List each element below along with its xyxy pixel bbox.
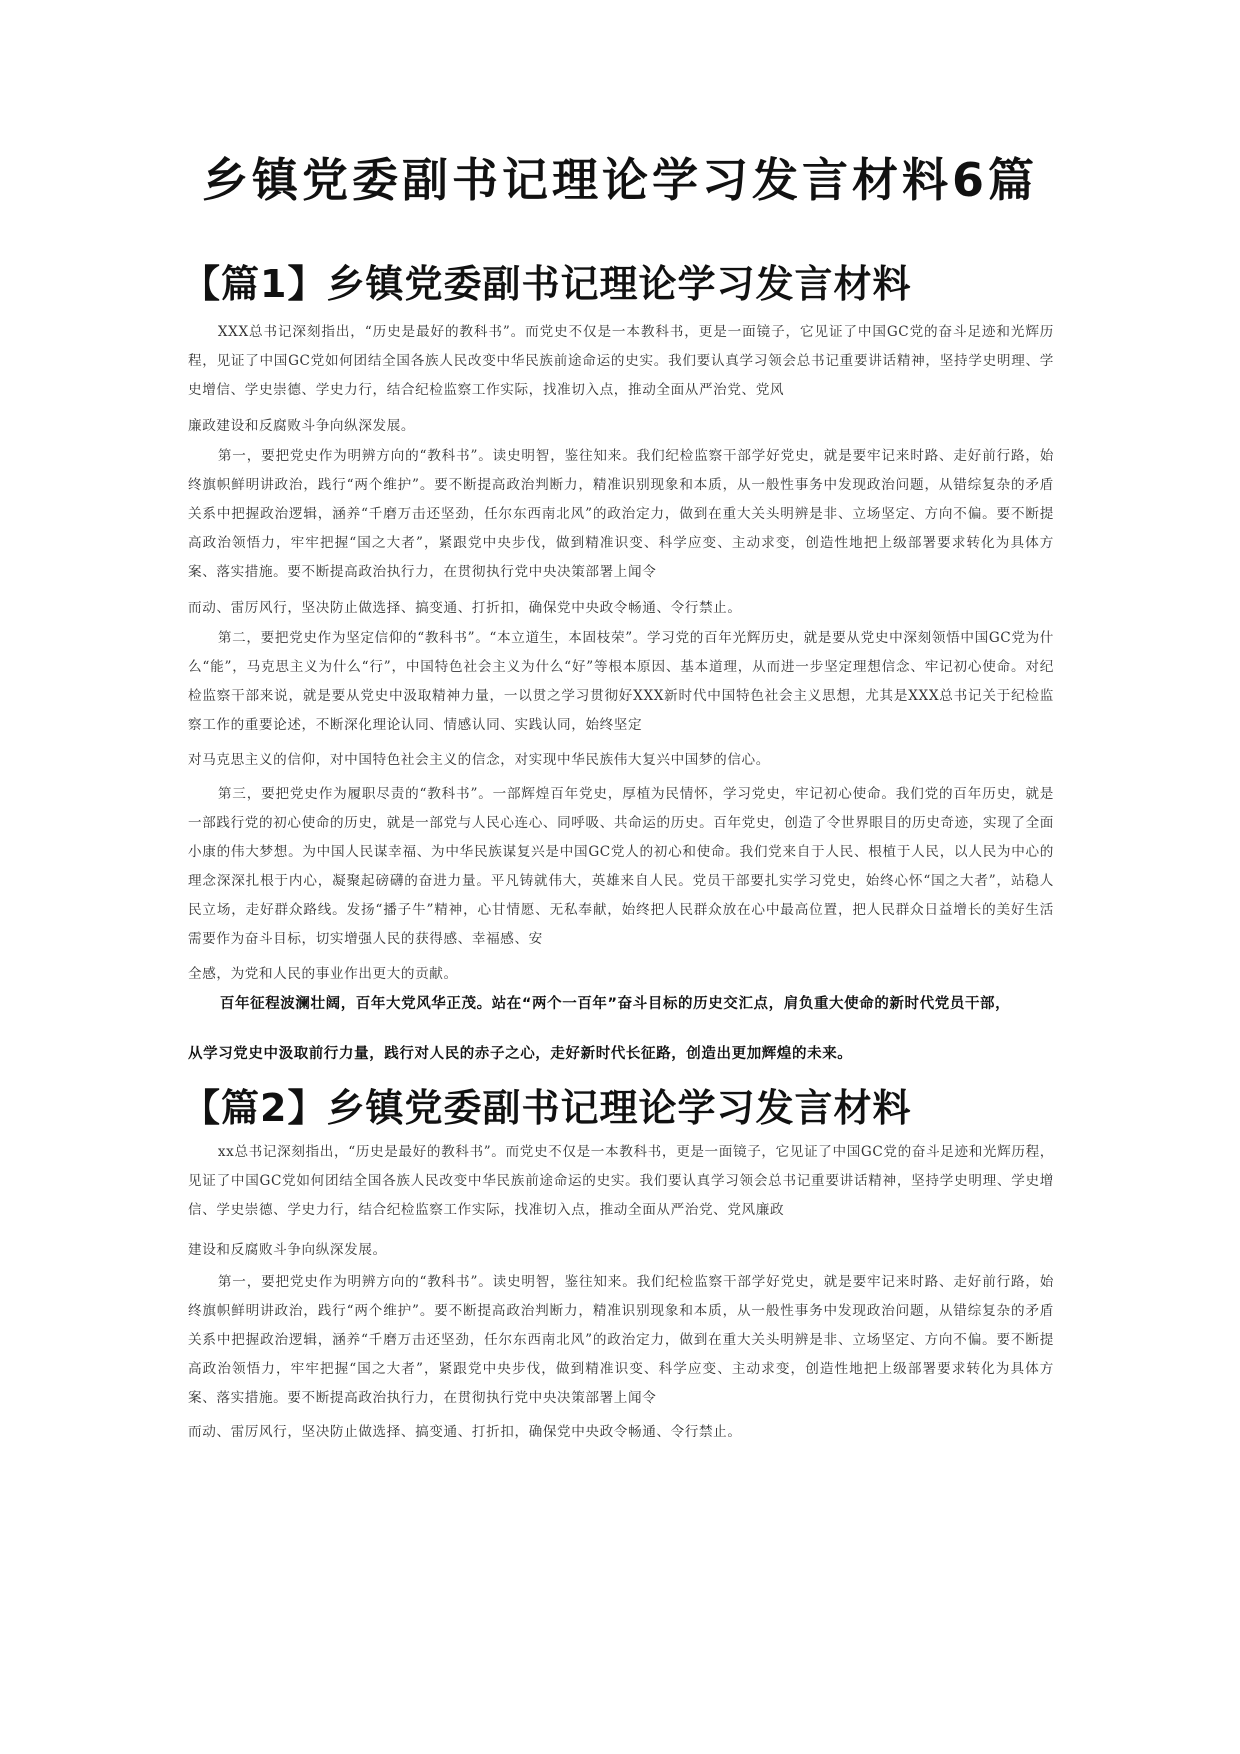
section-1-paragraph-5-tail: 从学习党史中汲取前行力量，践行对人民的赤子之心，走好新时代长征路，创造出更加辉煌的未来。 [188, 1046, 853, 1062]
section-2-paragraph-2: 第一，要把党史作为明辨方向的“教科书”。读史明智，鉴往知来。我们纪检监察干部学好党史，就是要牢记来时路、走好前行路，始终旗帜鲜明讲政治，践行“两个维护”。要不断提高政治判断力，精准识别现象和本质，从一般性事务中发现政治问题，从错综复杂的矛盾关系中把握政治逻辑，涵养“千磨万击还坚劲，任尔东西南北风”的政治定力，做到在重大关头明辨是非、立场坚定、方向不偏。要不断提高政治领悟力，牢牢把握“国之大者”，紧跟党中央步伐，做到精准识变、科学应变、主动求变，创造性地把上级部署要求转化为具体方案、落实措施。要不断提高政治执行力，在贯彻执行党中央决策部署上闻令 [188, 1274, 1054, 1406]
section-1-paragraph-3: 第二，要把党史作为坚定信仰的“教科书”。“本立道生，本固枝荣”。学习党的百年光辉历史，就是要从党史中深刻领悟中国GC党为什么“能”，马克思主义为什么“行”，中国特色社会主义为什么“好”等根本原因、基本道理，从而进一步坚定理想信念、牢记初心使命。对纪检监察干部来说，就是要从党史中汲取精神力量，一以贯之学习贯彻好XXX新时代中国特色社会主义思想，尤其是XXX总书记关于纪检监察工作的重要论述，不断深化理论认同、情感认同、实践认同，始终坚定 [188, 630, 1054, 733]
section-1-paragraph-3-tail: 对马克思主义的信仰，对中国特色社会主义的信念，对实现中华民族伟大复兴中国梦的信心。 [188, 752, 770, 768]
section-1-paragraph-2: 第一，要把党史作为明辨方向的“教科书”。读史明智，鉴往知来。我们纪检监察干部学好党史，就是要牢记来时路、走好前行路，始终旗帜鲜明讲政治，践行“两个维护”。要不断提高政治判断力，精准识别现象和本质，从一般性事务中发现政治问题，从错综复杂的矛盾关系中把握政治逻辑，涵养“千磨万击还坚劲，任尔东西南北风”的政治定力，做到在重大关头明辨是非、立场坚定、方向不偏。要不断提高政治领悟力，牢牢把握“国之大者”，紧跟党中央步伐，做到精准识变、科学应变、主动求变，创造性地把上级部署要求转化为具体方案、落实措施。要不断提高政治执行力，在贯彻执行党中央决策部署上闻令 [188, 448, 1054, 580]
section-1-paragraph-5: 百年征程波澜壮阔，百年大党风华正茂。站在“两个一百年”奋斗目标的历史交汇点，肩负重大使命的新时代党员干部， [219, 996, 1011, 1012]
section-1-paragraph-1-tail: 廉政建设和反腐败斗争向纵深发展。 [188, 418, 416, 434]
section-2-paragraph-2-tail: 而动、雷厉风行，坚决防止做选择、搞变通、打折扣，确保党中央政令畅通、令行禁止。 [188, 1424, 742, 1440]
section-1-heading: 【篇1】乡镇党委副书记理论学习发言材料 [182, 262, 912, 306]
section-2-heading: 【篇2】乡镇党委副书记理论学习发言材料 [182, 1086, 912, 1130]
section-2-paragraph-1-tail: 建设和反腐败斗争向纵深发展。 [188, 1242, 387, 1258]
section-1-paragraph-1: XXX总书记深刻指出，“历史是最好的教科书”。而党史不仅是一本教科书，更是一面镜子，它见证了中国GC党的奋斗足迹和光辉历程，见证了中国GC党如何团结全国各族人民改变中华民族前途命运的史实。我们要认真学习领会总书记重要讲话精神，坚持学史明理、学史增信、学史崇德、学史力行，结合纪检监察工作实际，找准切入点，推动全面从严治党、党风 [188, 324, 1054, 398]
document-title: 乡镇党委副书记理论学习发言材料6篇 [201, 153, 1038, 207]
section-2-paragraph-1: xx总书记深刻指出，“历史是最好的教科书”。而党史不仅是一本教科书，更是一面镜子，它见证了中国GC党的奋斗足迹和光辉历程，见证了中国GC党如何团结全国各族人民改变中华民族前途命运的史实。我们要认真学习领会总书记重要讲话精神，坚持学史明理、学史增信、学史崇德、学史力行，结合纪检监察工作实际，找准切入点，推动全面从严治党、党风廉政 [188, 1144, 1054, 1218]
section-1-paragraph-4-tail: 全感，为党和人民的事业作出更大的贡献。 [188, 966, 458, 982]
section-1-paragraph-4: 第三，要把党史作为履职尽责的“教科书”。一部辉煌百年党史，厚植为民情怀，学习党史，牢记初心使命。我们党的百年历史，就是一部践行党的初心使命的历史，就是一部党与人民心连心、同呼吸、共命运的历史。百年党史，创造了令世界眼目的历史奇迹，实现了全面小康的伟大梦想。为中国人民谋幸福、为中华民族谋复兴是中国GC党人的初心和使命。我们党来自于人民、根植于人民，以人民为中心的理念深深扎根于内心，凝聚起磅礴的奋进力量。平凡铸就伟大，英雄来自人民。党员干部要扎实学习党史，始终心怀“国之大者”，站稳人民立场，走好群众路线。发扬“播子牛”精神，心甘情愿、无私奉献，始终把人民群众放在心中最高位置，把人民群众日益增长的美好生活需要作为奋斗目标，切实增强人民的获得感、幸福感、安 [188, 786, 1054, 947]
section-1-paragraph-2-tail: 而动、雷厉风行，坚决防止做选择、搞变通、打折扣，确保党中央政令畅通、令行禁止。 [188, 600, 742, 616]
